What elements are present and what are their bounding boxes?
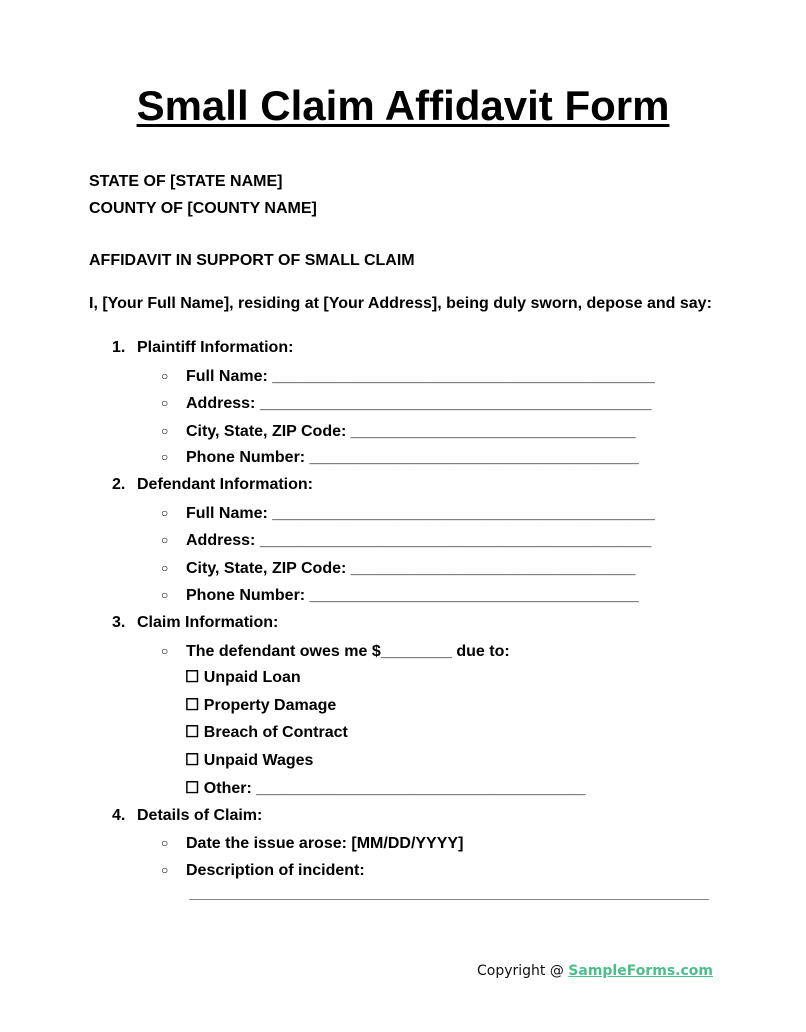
section-label: Claim Information:: [137, 614, 279, 631]
field-label: Date the issue arose: [MM/DD/YYYY]: [186, 835, 464, 852]
checkbox-icon[interactable]: ☐: [185, 697, 200, 714]
blank-line[interactable]: ________________________________: [350, 423, 636, 440]
section-label: Details of Claim:: [137, 807, 263, 824]
sampleforms-link[interactable]: SampleForms.com: [568, 963, 713, 979]
page-title: [0, 82, 806, 130]
field-label: Address:: [186, 532, 256, 549]
section-number: 1.: [112, 339, 126, 356]
option-label: Unpaid Wages: [203, 752, 314, 769]
field-label: Phone Number:: [186, 449, 306, 466]
blank-line[interactable]: ___________________________________________: [272, 505, 655, 522]
option-unpaid-wages[interactable]: [185, 751, 313, 771]
bullet-icon: ○: [161, 561, 169, 575]
blank-line[interactable]: ____________________________________________: [259, 532, 652, 549]
blank-line[interactable]: _____________________________________: [256, 780, 586, 797]
defendant-city-state-zip-field[interactable]: [160, 558, 636, 579]
bullet-icon: ○: [161, 644, 169, 658]
section-plaintiff-heading: [112, 338, 293, 358]
option-breach-of-contract[interactable]: [185, 723, 348, 743]
checkbox-icon[interactable]: ☐: [185, 752, 200, 769]
option-label: Breach of Contract: [203, 724, 348, 741]
field-label: City, State, ZIP Code:: [186, 423, 347, 440]
affidavit-heading: AFFIDAVIT IN SUPPORT OF SMALL CLAIM: [89, 252, 415, 269]
section-number: 4.: [112, 807, 126, 824]
title-text: Small Claim Affidavit Form: [136, 82, 670, 129]
checkbox-icon[interactable]: ☐: [185, 669, 200, 686]
intro-statement: I, [Your Full Name], residing at [Your Address], being duly sworn, depose and say:: [89, 295, 712, 312]
option-label: Property Damage: [203, 697, 337, 714]
checkbox-icon[interactable]: ☐: [185, 780, 200, 797]
field-label: City, State, ZIP Code:: [186, 560, 347, 577]
bullet-icon: ○: [161, 424, 169, 438]
plaintiff-city-state-zip-field[interactable]: [160, 421, 636, 442]
bullet-icon: ○: [161, 506, 169, 520]
bullet-icon: ○: [161, 533, 169, 547]
field-label: Description of incident:: [186, 862, 365, 879]
bullet-icon: ○: [161, 588, 169, 602]
field-label: Phone Number:: [186, 587, 306, 604]
plaintiff-address-field[interactable]: [160, 393, 651, 414]
defendant-address-field[interactable]: [160, 530, 651, 551]
amount-owed-field[interactable]: [160, 641, 510, 662]
option-other[interactable]: [185, 779, 586, 799]
option-label: Unpaid Loan: [203, 669, 301, 686]
section-defendant-heading: [112, 475, 313, 495]
blank-line[interactable]: ___________________________________________: [272, 368, 655, 385]
section-number: 2.: [112, 476, 126, 493]
bullet-icon: ○: [161, 450, 169, 464]
section-number: 3.: [112, 614, 126, 631]
blank-line[interactable]: ____________________________________________: [259, 395, 652, 412]
bullet-icon: ○: [161, 396, 169, 410]
field-label: Full Name:: [186, 368, 268, 385]
checkbox-icon[interactable]: ☐: [185, 724, 200, 741]
plaintiff-full-name-field[interactable]: [160, 366, 655, 387]
field-label: Address:: [186, 395, 256, 412]
section-label: Plaintiff Information:: [137, 339, 294, 356]
option-label: Other:: [203, 780, 252, 797]
section-details-heading: [112, 806, 262, 826]
description-blank-line[interactable]: [189, 899, 709, 900]
date-issue-field[interactable]: [160, 833, 463, 854]
copyright-footer: [477, 963, 713, 979]
blank-line[interactable]: _____________________________________: [309, 587, 639, 604]
defendant-phone-field[interactable]: [160, 585, 639, 606]
description-field[interactable]: [160, 860, 365, 881]
option-property-damage[interactable]: [185, 696, 336, 716]
amount-owed-text: The defendant owes me $________ due to:: [186, 643, 510, 660]
option-unpaid-loan[interactable]: [185, 668, 301, 688]
field-label: Full Name:: [186, 505, 268, 522]
copyright-text: Copyright @: [476, 963, 569, 979]
blank-line[interactable]: ________________________________: [350, 560, 636, 577]
bullet-icon: ○: [161, 369, 169, 383]
county-line: COUNTY OF [COUNTY NAME]: [89, 200, 317, 217]
state-line: STATE OF [STATE NAME]: [89, 173, 283, 190]
bullet-icon: ○: [161, 836, 169, 850]
blank-line[interactable]: _____________________________________: [309, 449, 639, 466]
section-label: Defendant Information:: [137, 476, 313, 493]
defendant-full-name-field[interactable]: [160, 503, 655, 524]
bullet-icon: ○: [161, 863, 169, 877]
plaintiff-phone-field[interactable]: [160, 447, 639, 468]
section-claim-heading: [112, 613, 278, 633]
